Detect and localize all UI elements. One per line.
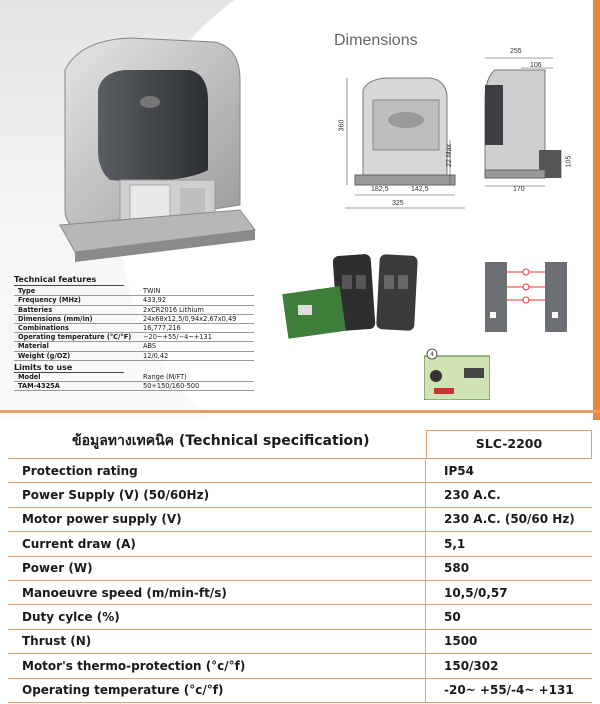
tf-row: Batteries 2xCR2016 Lithium xyxy=(14,306,254,315)
model-header: SLC-2200 xyxy=(426,430,592,458)
dimensions-drawing xyxy=(325,40,595,220)
spec-row: Duty cylce (%) 50 xyxy=(8,605,592,629)
spec-row: Manoeuvre speed (m/min-ft/s) 10,5/0,57 xyxy=(8,581,592,605)
dim-106: 106 xyxy=(530,62,542,69)
spec-row: Thrust (N) 1500 xyxy=(8,630,592,654)
technical-features-heading: Technical features xyxy=(14,276,124,286)
limits-heading: Limits to use xyxy=(14,364,124,373)
gate-motor-image xyxy=(40,30,270,270)
spec-title-row xyxy=(8,422,592,460)
dim-360: 360 xyxy=(338,119,346,132)
dim-142-5: 142,5 xyxy=(411,186,429,193)
limits-row: Model Range (M/FT) xyxy=(14,373,254,382)
dim-170: 170 xyxy=(513,186,525,193)
orange-divider xyxy=(0,410,600,413)
spec-row: Protection rating IP54 xyxy=(8,459,592,483)
tf-row: Material ABS xyxy=(14,342,254,351)
dim-105: 105 xyxy=(565,155,573,168)
wiring-diagram xyxy=(480,262,576,337)
tf-row: Weight (g/OZ) 12/0,42 xyxy=(14,352,254,361)
spec-title: ข้อมูลทางเทคนิค (Technical specification) xyxy=(72,433,370,449)
remote-controls-image xyxy=(280,250,460,350)
spec-rows xyxy=(8,458,592,703)
spec-row: Power Supply (V) (50/60Hz) 230 A.C. xyxy=(8,483,592,507)
dim-182-5: 182,5 xyxy=(371,186,389,193)
technical-features-table xyxy=(14,276,254,391)
dim-22-max: 22 Max xyxy=(445,144,453,167)
dim-255: 255 xyxy=(510,48,522,55)
dim-325: 325 xyxy=(392,200,404,207)
spec-row: Current draw (A) 5,1 xyxy=(8,532,592,556)
receiver-board-image xyxy=(424,348,490,400)
dimensions-title: Dimensions xyxy=(334,32,418,49)
tf-row: Dimensions (mm/in) 24x68x12,5/0,94x2,67x0,49 xyxy=(14,315,254,324)
spec-row: Motor's thermo-protection (°c/°f) 150/302 xyxy=(8,654,592,678)
spec-row: Power (W) 580 xyxy=(8,557,592,581)
limits-row: TAM-4325A 50÷150/160-500 xyxy=(14,382,254,391)
tf-row: Combinations 16,777,216 xyxy=(14,324,254,333)
spec-row: Operating temperature (°c/°f) -20~ +55/-4~ +131 xyxy=(8,679,592,703)
tf-row: Type TWIN xyxy=(14,287,254,296)
tf-row: Operating temperature (°C/°F) −20~+55/−4~+131 xyxy=(14,333,254,342)
board-number-label: 4 xyxy=(430,351,434,358)
tf-row: Frequency (MHz) 433,92 xyxy=(14,296,254,305)
spec-row: Motor power supply (V) 230 A.C. (50/60 Hz) xyxy=(8,508,592,532)
